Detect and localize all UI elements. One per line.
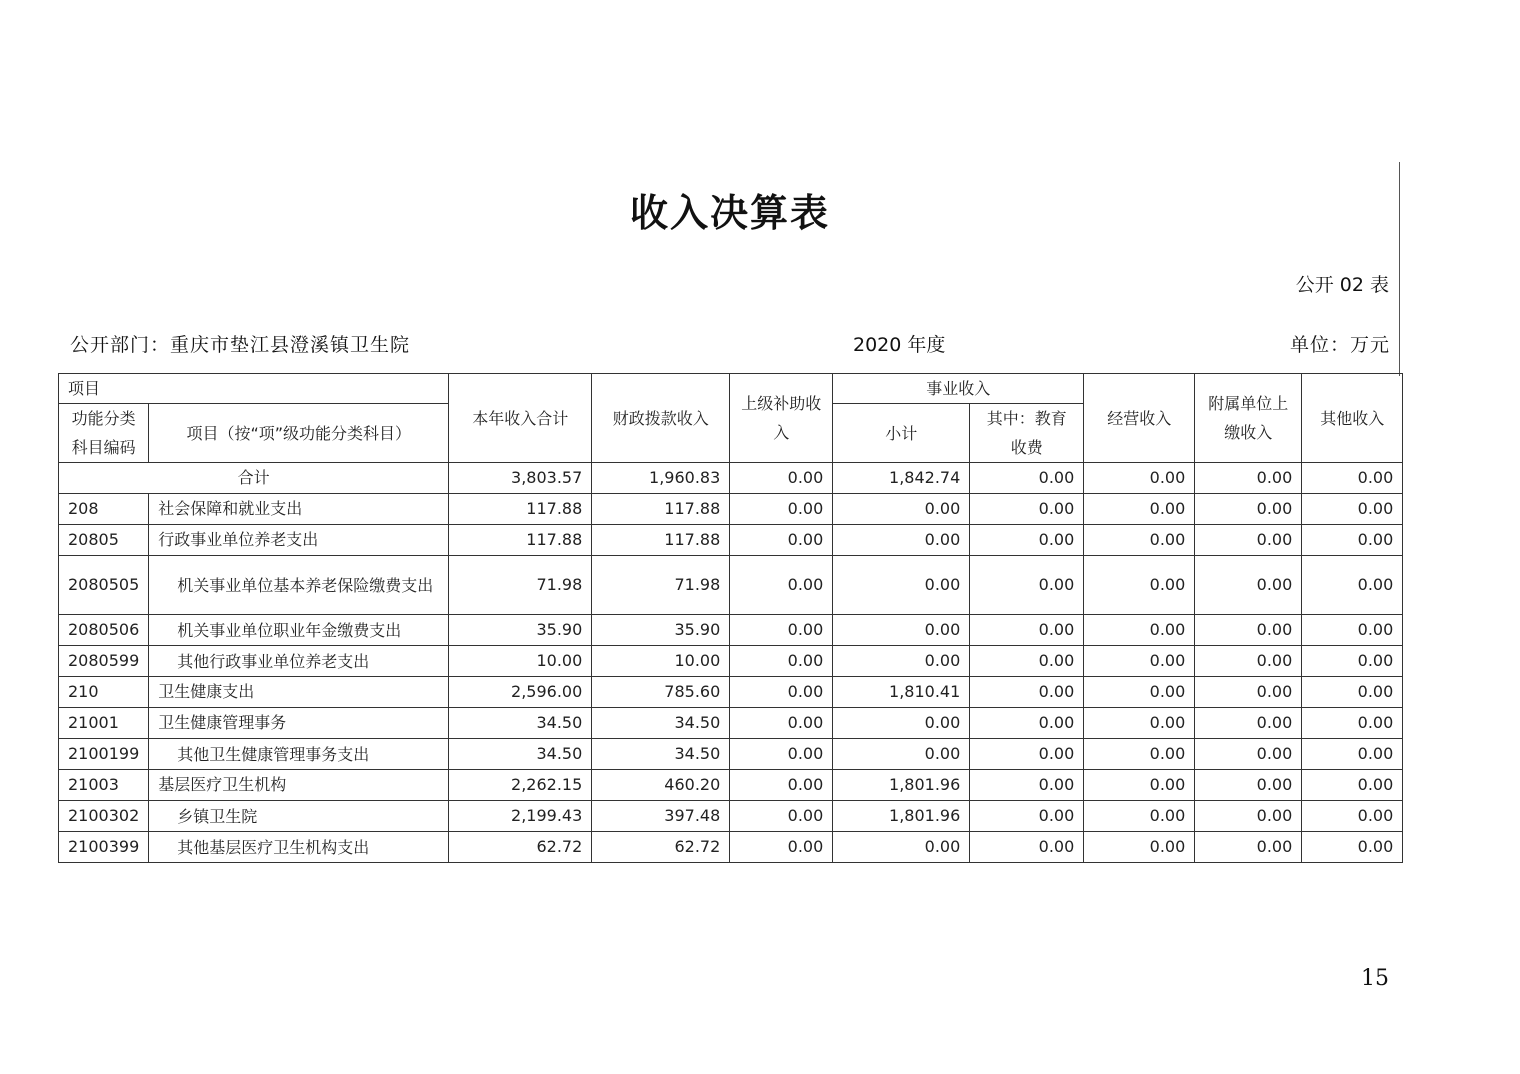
row-code: 2080506 [59,615,149,646]
row-name: 其他行政事业单位养老支出 [149,646,449,677]
cell-value: 0.00 [1195,494,1302,525]
cell-value: 460.20 [592,770,730,801]
cell-value: 62.72 [592,832,730,863]
cell-value: 0.00 [1084,494,1195,525]
cell-value: 397.48 [592,801,730,832]
cell-value: 0.00 [1084,525,1195,556]
cell-value: 34.50 [592,739,730,770]
cell-value: 0.00 [1195,525,1302,556]
row-code: 2080599 [59,646,149,677]
row-code: 210 [59,677,149,708]
cell-value: 0.00 [1302,525,1403,556]
table-row [59,708,1403,739]
department-label: 公开部门：重庆市垫江县澄溪镇卫生院 [70,334,411,356]
cell-value: 0.00 [1195,677,1302,708]
row-code: 2100199 [59,739,149,770]
cell-value: 0.00 [730,832,833,863]
cell-value: 785.60 [592,677,730,708]
cell-value: 117.88 [592,525,730,556]
cell-value: 0.00 [730,463,833,494]
header-affiliated: 附属单位上缴收入 [1195,374,1302,463]
cell-value: 2,596.00 [449,677,592,708]
header-fiscal: 财政拨款收入 [592,374,730,463]
cell-value: 0.00 [833,615,970,646]
table-body [59,463,1403,863]
header-subtotal: 小计 [833,404,970,463]
cell-value: 1,801.96 [833,801,970,832]
row-code: 2080505 [59,556,149,615]
table-row [59,832,1403,863]
cell-value: 0.00 [1195,463,1302,494]
cell-value: 0.00 [1195,739,1302,770]
header-other: 其他收入 [1302,374,1403,463]
cell-value: 0.00 [833,832,970,863]
cell-value: 0.00 [970,801,1084,832]
cell-value: 0.00 [730,708,833,739]
cell-value: 0.00 [1302,832,1403,863]
cell-value: 35.90 [449,615,592,646]
table-row [59,494,1403,525]
cell-value: 0.00 [1084,832,1195,863]
cell-value: 0.00 [730,494,833,525]
cell-value: 0.00 [1084,677,1195,708]
cell-value: 0.00 [1084,615,1195,646]
table-row [59,646,1403,677]
cell-value: 3,803.57 [449,463,592,494]
table-row [59,615,1403,646]
page-number: 15 [1361,966,1389,991]
cell-value: 0.00 [1195,708,1302,739]
cell-value: 1,810.41 [833,677,970,708]
cell-value: 0.00 [970,463,1084,494]
header-operating: 经营收入 [1084,374,1195,463]
table-row [59,525,1403,556]
cell-value: 0.00 [1302,615,1403,646]
cell-value: 0.00 [730,677,833,708]
cell-value: 0.00 [970,708,1084,739]
table-row [59,677,1403,708]
cell-value: 0.00 [1195,801,1302,832]
cell-value: 0.00 [730,646,833,677]
form-number: 公开 02 表 [1295,274,1389,296]
cell-value: 0.00 [730,525,833,556]
row-name: 机关事业单位职业年金缴费支出 [149,615,449,646]
fiscal-year: 2020 年度 [853,334,946,356]
row-name: 卫生健康支出 [149,677,449,708]
cell-value: 0.00 [1302,556,1403,615]
cell-value: 0.00 [833,646,970,677]
cell-value: 0.00 [1084,708,1195,739]
cell-value: 0.00 [833,494,970,525]
cell-value: 0.00 [730,801,833,832]
cell-value: 35.90 [592,615,730,646]
total-label: 合计 [59,463,449,494]
cell-value: 0.00 [970,646,1084,677]
cell-value: 0.00 [833,556,970,615]
cell-value: 0.00 [970,770,1084,801]
cell-value: 0.00 [1302,708,1403,739]
table-header [59,374,1403,463]
cell-value: 0.00 [833,525,970,556]
row-code: 2100302 [59,801,149,832]
cell-value: 34.50 [449,708,592,739]
cell-value: 0.00 [970,677,1084,708]
cell-value: 71.98 [449,556,592,615]
cell-value: 0.00 [833,708,970,739]
cell-value: 34.50 [592,708,730,739]
cell-value: 0.00 [1084,770,1195,801]
header-business: 事业收入 [833,374,1084,404]
cell-value: 0.00 [1302,463,1403,494]
row-code: 20805 [59,525,149,556]
header-edu: 其中：教育收费 [970,404,1084,463]
cell-value: 0.00 [1302,739,1403,770]
cell-value: 10.00 [449,646,592,677]
table-row [59,556,1403,615]
cell-value: 0.00 [1084,739,1195,770]
cell-value: 0.00 [1195,832,1302,863]
row-code: 208 [59,494,149,525]
page-title: 收入决算表 [629,190,830,235]
row-name: 基层医疗卫生机构 [149,770,449,801]
row-name: 行政事业单位养老支出 [149,525,449,556]
header-upper: 上级补助收入 [730,374,833,463]
table-row [59,770,1403,801]
row-name: 乡镇卫生院 [149,801,449,832]
cell-value: 2,199.43 [449,801,592,832]
row-name: 其他基层医疗卫生机构支出 [149,832,449,863]
cell-value: 0.00 [1195,615,1302,646]
header-func-code: 功能分类科目编码 [59,404,149,463]
cell-value: 0.00 [1084,646,1195,677]
row-name: 社会保障和就业支出 [149,494,449,525]
cell-value: 0.00 [1302,770,1403,801]
cell-value: 0.00 [970,832,1084,863]
cell-value: 0.00 [833,739,970,770]
cell-value: 0.00 [1084,556,1195,615]
table-row [59,739,1403,770]
row-code: 21001 [59,708,149,739]
cell-value: 0.00 [1084,801,1195,832]
cell-value: 0.00 [1195,646,1302,677]
cell-value: 0.00 [970,525,1084,556]
row-code: 21003 [59,770,149,801]
cell-value: 0.00 [1302,646,1403,677]
cell-value: 0.00 [970,556,1084,615]
header-total: 本年收入合计 [449,374,592,463]
header-item: 项目 [59,374,449,404]
cell-value: 0.00 [970,615,1084,646]
cell-value: 1,842.74 [833,463,970,494]
cell-value: 0.00 [730,556,833,615]
income-statement-table [58,373,1403,863]
cell-value: 0.00 [730,615,833,646]
cell-value: 0.00 [970,739,1084,770]
unit-label: 单位：万元 [1289,334,1390,356]
row-code: 2100399 [59,832,149,863]
cell-value: 0.00 [1084,463,1195,494]
cell-value: 0.00 [1302,677,1403,708]
cell-value: 0.00 [730,739,833,770]
cell-value: 117.88 [592,494,730,525]
cell-value: 0.00 [970,494,1084,525]
row-name: 机关事业单位基本养老保险缴费支出 [149,556,449,615]
cell-value: 0.00 [1302,494,1403,525]
total-row [59,463,1403,494]
cell-value: 0.00 [1195,770,1302,801]
header-item-name: 项目（按“项”级功能分类科目） [149,404,449,463]
cell-value: 34.50 [449,739,592,770]
row-name: 卫生健康管理事务 [149,708,449,739]
cell-value: 62.72 [449,832,592,863]
table-row [59,801,1403,832]
cell-value: 0.00 [730,770,833,801]
row-name: 其他卫生健康管理事务支出 [149,739,449,770]
cell-value: 0.00 [1195,556,1302,615]
cell-value: 117.88 [449,494,592,525]
cell-value: 1,801.96 [833,770,970,801]
cell-value: 1,960.83 [592,463,730,494]
cell-value: 117.88 [449,525,592,556]
cell-value: 0.00 [1302,801,1403,832]
cell-value: 2,262.15 [449,770,592,801]
cell-value: 71.98 [592,556,730,615]
cell-value: 10.00 [592,646,730,677]
